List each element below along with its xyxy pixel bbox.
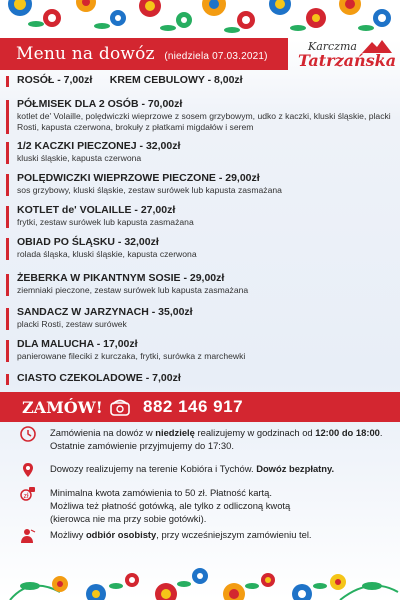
menu-item-desc: kluski śląskie, kapusta czerwona [17, 153, 142, 163]
menu-item-marker [6, 308, 9, 330]
info-delivery-free: Dowóz bezpłatny. [256, 463, 335, 474]
info-hours-day: niedzielę [155, 427, 195, 438]
info-payment [14, 486, 394, 526]
menu-item [6, 272, 396, 298]
menu-item-name: CIASTO CZEKOLADOWE - 7,00zł [17, 372, 181, 384]
menu-item-name: ŻEBERKA W PIKANTNYM SOSIE - 29,00zł [17, 272, 225, 284]
info-hours-range: 12:00 do 18:00 [315, 427, 380, 438]
info-hours-text-a: Zamówienia na dowóz w [50, 427, 156, 438]
info-payment-line-3: (kierowca nie ma przy sobie gotówki). [50, 513, 207, 524]
info-pickup [14, 528, 394, 544]
info-hours-text-e: . Ostatnie zamówienie przyjmujemy do 17:30. [50, 427, 383, 451]
menu-item-marker [6, 274, 9, 296]
menu-item-desc: rolada śląska, kluski śląskie, kapusta czerwona [17, 249, 197, 259]
menu-item-name: KOTLET de' VOLAILLE - 27,00zł [17, 204, 176, 216]
info-delivery-area: Dowozy realizujemy na terenie Kobióra i Tychów. [50, 463, 257, 474]
info-hours-text-c: realizujemy w godzinach od [194, 427, 316, 438]
menu-item-marker [6, 340, 9, 362]
page-title [16, 44, 268, 64]
floral-border-bottom [0, 548, 400, 600]
menu-date: (niedziela 07.03.2021) [164, 51, 268, 62]
menu-item-name: PÓŁMISEK DLA 2 OSÓB - 70,00zł [17, 98, 183, 110]
menu-item-marker [6, 238, 9, 260]
menu-item-desc: panierowane fileciki z kurczaka, frytki, surówka z marchewki [17, 351, 246, 361]
menu-item-marker [6, 374, 9, 385]
menu-item [6, 204, 396, 230]
menu-item [6, 74, 396, 88]
location-pin-icon [20, 462, 36, 478]
info-delivery [14, 462, 394, 478]
menu-item-name: POLĘDWICZKI WIEPRZOWE PIECZONE - 29,00zł [17, 172, 260, 184]
menu-item-desc: kotlet de' Volaille, polędwiczki wieprzowe z sosem grzybowym, udko z kaczki, kluski śląskie, placki Rosti, kapusta czerwona, brokuły z płatkami migdałów i serem [17, 111, 391, 132]
menu-item [6, 338, 396, 364]
menu-item-marker [6, 100, 9, 134]
info-pickup-self: odbiór osobisty [85, 529, 157, 540]
menu-item-desc: frytki, zestaw surówek lub kapusta zasmażana [17, 217, 194, 227]
menu-item [6, 372, 396, 386]
payment-icon [20, 486, 36, 502]
header [0, 38, 400, 70]
menu-item [6, 306, 396, 332]
phone-icon [110, 398, 130, 416]
menu-item-marker [6, 76, 9, 87]
logo-small-text: Karczma [308, 40, 357, 53]
menu-item [6, 236, 396, 262]
menu-item-marker [6, 174, 9, 196]
svg-text:zł: zł [23, 493, 29, 500]
menu-item-name: OBIAD PO ŚLĄSKU - 32,00zł [17, 236, 159, 248]
restaurant-logo [292, 38, 396, 72]
menu-item-marker [6, 206, 9, 228]
menu-item-desc: sos grzybowy, kluski śląskie, zestaw surówek lub kapusta zasmażana [17, 185, 282, 195]
menu-item [6, 140, 396, 166]
menu-item-name: 1/2 KACZKI PIECZONEJ - 32,00zł [17, 140, 181, 152]
menu-item-name: SANDACZ W JARZYNACH - 35,00zł [17, 306, 193, 318]
menu-item [6, 98, 396, 136]
info-hours-text [50, 426, 390, 452]
info-delivery-text [50, 462, 390, 475]
page-title-text: Menu na dowóz [16, 44, 155, 64]
info-pickup-text [50, 528, 390, 541]
info-payment-line-2: Możliwa też płatność gotówką, ale tylko z odliczoną kwotą [50, 500, 291, 511]
menu-item-desc: placki Rosti, zestaw surówek [17, 319, 127, 329]
info-payment-line-1: Minimalna kwota zamówienia to 50 zł. Płatność kartą. [50, 487, 272, 498]
info-pickup-a: Możliwy [50, 529, 86, 540]
header-band [0, 38, 288, 70]
menu-item [6, 172, 396, 198]
person-icon [20, 528, 36, 544]
menu-item-name: DLA MALUCHA - 17,00zł [17, 338, 138, 350]
menu-item-marker [6, 142, 9, 164]
order-banner [0, 392, 400, 422]
menu-item-desc: ziemniaki pieczone, zestaw surówek lub kapusta zasmażana [17, 285, 249, 295]
order-phone-number[interactable]: 882 146 917 [143, 397, 244, 416]
order-label: ZAMÓW! [22, 398, 103, 417]
menu-item-name: ROSÓŁ - 7,00zł KREM CEBULOWY - 8,00zł [17, 74, 243, 86]
clock-icon [20, 426, 36, 442]
info-pickup-c: , przy wcześniejszym zamówieniu tel. [156, 529, 312, 540]
logo-big-text: Tatrzańska [298, 51, 397, 70]
floral-border-top [0, 0, 400, 40]
info-payment-text [50, 486, 390, 525]
info-hours [14, 426, 394, 454]
